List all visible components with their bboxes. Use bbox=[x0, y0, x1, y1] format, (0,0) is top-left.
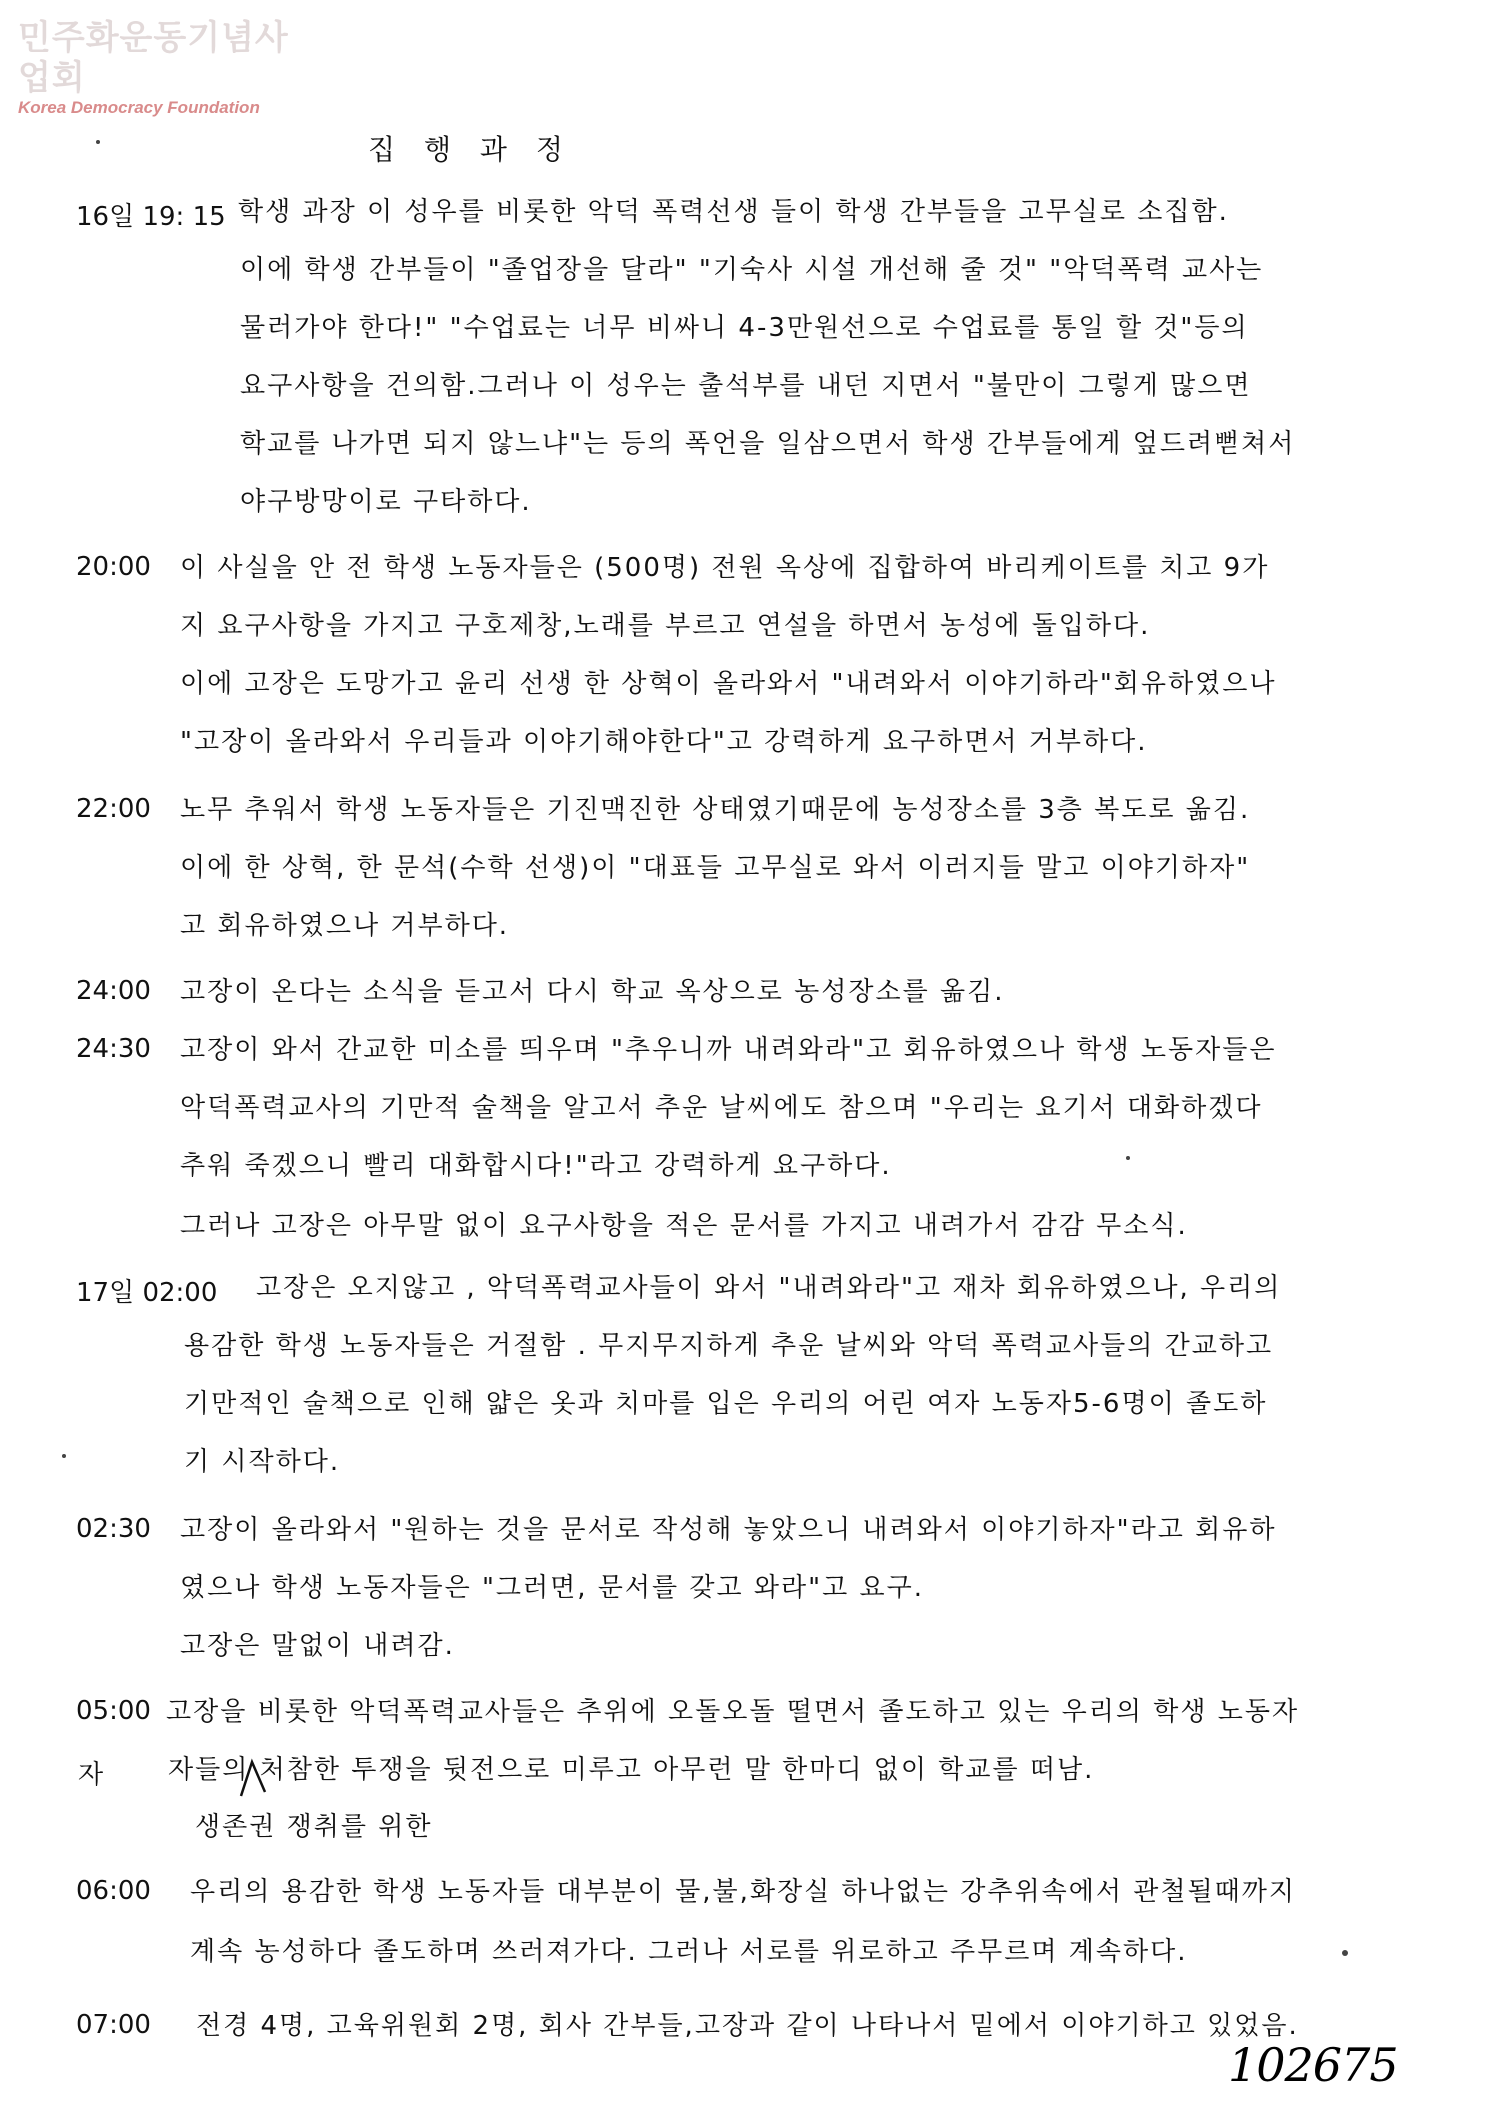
entry-line: 이 사실을 안 전 학생 노동자들은 (500명) 전원 옥상에 집합하여 바리케이트를 치고 9가 bbox=[180, 553, 1270, 583]
entry-time: 02:30 bbox=[76, 1514, 151, 1544]
entry-line: 고장이 온다는 소식을 듣고서 다시 학교 옥상으로 농성장소를 옮김. bbox=[180, 977, 1005, 1007]
entry-line: 고장을 비롯한 악덕폭력교사들은 추위에 오돌오돌 떨면서 졸도하고 있는 우리의 학생 노동자 bbox=[166, 1697, 1300, 1727]
entry-line: 계속 농성하다 졸도하며 쓰러져가다. 그러나 서로를 위로하고 주무르며 계속하다. bbox=[190, 1937, 1188, 1967]
entry-line: 물러가야 한다!" "수업료는 너무 비싸니 4-3만원선으로 수업료를 통일 할 것"등의 bbox=[240, 313, 1249, 343]
entry-line: 그러나 고장은 아무말 없이 요구사항을 적은 문서를 가지고 내려가서 감감 무소식. bbox=[180, 1211, 1188, 1241]
entry-line: 지 요구사항을 가지고 구호제창,노래를 부르고 연설을 하면서 농성에 돌입하다. bbox=[180, 611, 1151, 641]
entry-line: 악덕폭력교사의 기만적 술책을 알고서 추운 날씨에도 참으며 "우리는 요기서 대화하겠다 bbox=[180, 1093, 1263, 1123]
entry-time: 24:00 bbox=[76, 976, 151, 1006]
entry-time: 22:00 bbox=[76, 794, 151, 824]
insertion-caret bbox=[238, 1758, 268, 1798]
entry-line: 고장이 올라와서 "원하는 것을 문서로 작성해 놓았으니 내려와서 이야기하자"라고 회유하 bbox=[180, 1515, 1277, 1545]
handwritten-page-number: 102675 bbox=[1228, 2038, 1398, 2092]
scan-speck bbox=[62, 1454, 66, 1458]
entry-line: 이에 고장은 도망가고 윤리 선생 한 상혁이 올라와서 "내려와서 이야기하라"회유하였으나 bbox=[180, 669, 1277, 699]
entry-line: 자들의 처참한 투쟁을 뒷전으로 미루고 아무런 말 한마디 없이 학교를 떠남. bbox=[168, 1755, 1095, 1785]
entry-line: 우리의 용감한 학생 노동자들 대부분이 물,불,화장실 하나없는 강추위속에서 관철될때까지 bbox=[190, 1877, 1296, 1907]
watermark-korean: 민주화운동기념사업회 bbox=[18, 18, 289, 98]
entry-time: 16일 19: 15 bbox=[76, 202, 226, 232]
entry-line: 학생 과장 이 성우를 비롯한 악덕 폭력선생 들이 학생 간부들을 고무실로 소집함. bbox=[238, 197, 1229, 227]
entry-line: 야구방망이로 구타하다. bbox=[240, 487, 532, 517]
entry-time: 20:00 bbox=[76, 552, 151, 582]
entry-line: 용감한 학생 노동자들은 거절함 . 무지무지하게 추운 날씨와 악덕 폭력교사들의 간교하고 bbox=[184, 1331, 1274, 1361]
entry-time: 17일 02:00 bbox=[76, 1278, 218, 1308]
entry-line: 고장이 와서 간교한 미소를 띄우며 "추우니까 내려와라"고 회유하였으나 학생 노동자들은 bbox=[180, 1035, 1277, 1065]
entry-line: 전경 4명, 고육위원회 2명, 회사 간부들,고장과 같이 나타나서 밑에서 이야기하고 있었음. bbox=[196, 2011, 1299, 2041]
document-title: 집 행 과 정 bbox=[368, 133, 573, 166]
handwritten-insertion: 생존권 쟁취를 위한 bbox=[195, 1812, 433, 1842]
watermark-logo bbox=[18, 18, 318, 118]
entry-time: 24:30 bbox=[76, 1034, 151, 1064]
entry-line: 고장은 오지않고 , 악덕폭력교사들이 와서 "내려와라"고 재차 회유하였으나, 우리의 bbox=[256, 1273, 1282, 1303]
entry-time: 07:00 bbox=[76, 2010, 151, 2040]
entry-line: 노무 추워서 학생 노동자들은 기진맥진한 상태였기때문에 농성장소를 3층 복도로 옮김. bbox=[180, 795, 1251, 825]
entry-line: "고장이 올라와서 우리들과 이야기해야한다"고 강력하게 요구하면서 거부하다. bbox=[180, 727, 1148, 757]
watermark-english: Korea Democracy Foundation bbox=[18, 98, 260, 117]
entry-time: 06:00 bbox=[76, 1876, 151, 1906]
entry-line: 학교를 나가면 되지 않느냐"는 등의 폭언을 일삼으면서 학생 간부들에게 엎드려뻗쳐서 bbox=[240, 429, 1296, 459]
scan-speck bbox=[1126, 1156, 1130, 1160]
entry-line: 였으나 학생 노동자들은 "그러면, 문서를 갖고 와라"고 요구. bbox=[180, 1573, 924, 1603]
entry-time: 05:00 bbox=[76, 1696, 151, 1726]
entry-line: 고장은 말없이 내려감. bbox=[180, 1631, 455, 1661]
entry-line: 이에 한 상혁, 한 문석(수학 선생)이 "대표들 고무실로 와서 이러지들 말고 이야기하자" bbox=[180, 853, 1251, 883]
scan-speck bbox=[96, 140, 100, 144]
entry-line: 이에 학생 간부들이 "졸업장을 달라" "기숙사 시설 개선해 줄 것" "악덕폭력 교사는 bbox=[240, 255, 1264, 285]
margin-mark: 자 bbox=[78, 1760, 104, 1790]
entry-line: 요구사항을 건의함.그러나 이 성우는 출석부를 내던 지면서 "불만이 그렇게 많으면 bbox=[240, 371, 1252, 401]
scan-speck bbox=[1342, 1950, 1348, 1956]
entry-line: 고 회유하였으나 거부하다. bbox=[180, 911, 510, 941]
entry-line: 기 시작하다. bbox=[184, 1447, 341, 1477]
entry-line: 기만적인 술책으로 인해 얇은 옷과 치마를 입은 우리의 어린 여자 노동자5-6명이 졸도하 bbox=[184, 1389, 1268, 1419]
entry-line: 추워 죽겠으니 빨리 대화합시다!"라고 강력하게 요구하다. bbox=[180, 1151, 892, 1181]
